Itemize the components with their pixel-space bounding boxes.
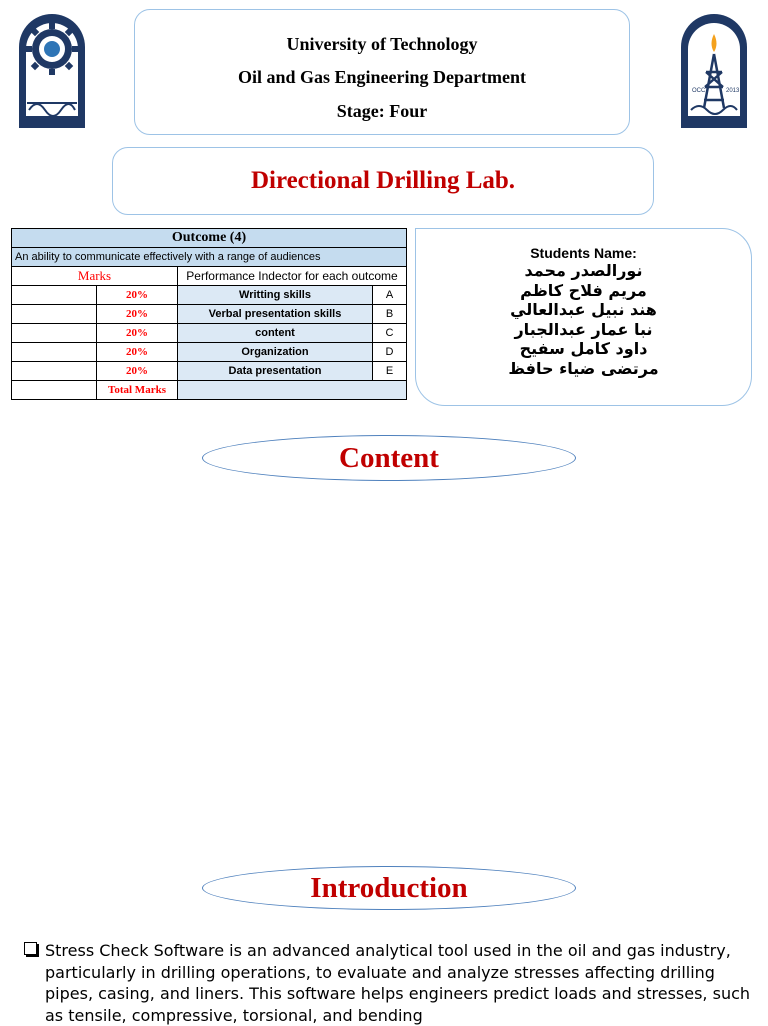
indicator-name: Writting skills (178, 286, 373, 305)
indicator-letter: A (373, 286, 407, 305)
introduction-heading (202, 866, 576, 910)
checkbox-bullet-icon (24, 942, 37, 955)
outcome-table (11, 228, 407, 400)
introduction-heading-text: Introduction (310, 872, 468, 904)
indicator-letter: D (373, 343, 407, 362)
indicator-header: Performance Indector for each outcome (178, 267, 407, 286)
table-row (12, 286, 407, 305)
student-name: نبا عمار عبدالجبار (514, 319, 653, 339)
student-name: مريم فلاح كاظم (520, 280, 647, 300)
score-cell[interactable] (12, 343, 97, 362)
total-score-cell[interactable] (12, 381, 97, 400)
outcome-description: An ability to communicate effectively with a range of audiences (12, 248, 407, 267)
indicator-name: Organization (178, 343, 373, 362)
lab-title-box (112, 147, 654, 215)
students-label: Students Name: (530, 245, 637, 261)
score-cell[interactable] (12, 324, 97, 343)
mark-weight: 20% (97, 286, 178, 305)
marks-header: Marks (12, 267, 178, 286)
indicator-name: Data presentation (178, 362, 373, 381)
score-cell[interactable] (12, 286, 97, 305)
student-name: داود كامل سفيح (519, 339, 648, 358)
content-heading (202, 435, 576, 481)
outcome-heading: Outcome (4) (12, 229, 407, 248)
mark-weight: 20% (97, 343, 178, 362)
students-box (415, 228, 752, 406)
score-cell[interactable] (12, 305, 97, 324)
gear-emblem-icon (17, 12, 87, 128)
intro-bullet (24, 940, 754, 1026)
indicator-letter: E (373, 362, 407, 381)
oil-derrick-emblem-icon (679, 12, 749, 128)
mark-weight: 20% (97, 324, 178, 343)
indicator-name: content (178, 324, 373, 343)
university-logo-right (679, 12, 749, 128)
stage-label: Stage: Four (336, 101, 428, 121)
table-row (12, 324, 407, 343)
table-row (12, 362, 407, 381)
logo-year-right: 2013 (726, 88, 740, 94)
total-marks-label: Total Marks (97, 381, 178, 400)
indicator-letter: B (373, 305, 407, 324)
student-name: نورالصدر محمد (524, 261, 643, 280)
indicator-letter: C (373, 324, 407, 343)
table-row (12, 343, 407, 362)
student-name: هند نبيل عبدالعالي (510, 300, 657, 319)
total-row (12, 381, 407, 400)
university-name: University of Technology (286, 34, 478, 54)
indicator-name: Verbal presentation skills (178, 305, 373, 324)
table-row (12, 305, 407, 324)
score-cell[interactable] (12, 362, 97, 381)
university-logo-left (17, 12, 87, 128)
header-box (134, 9, 630, 135)
logo-year-left: OCC (692, 88, 706, 94)
mark-weight: 20% (97, 305, 178, 324)
lab-title: Directional Drilling Lab. (250, 167, 516, 194)
total-value-cell[interactable] (178, 381, 407, 400)
intro-paragraph: Stress Check Software is an advanced analytical tool used in the oil and gas industry, particularly in drilling operations, to evaluate and analyze stresses affecting drilling pipes, casing, and liners. This software helps engineers predict loads and stresses, such as tensile, compressive, torsional, and bending (45, 941, 751, 1025)
content-heading-text: Content (339, 442, 439, 474)
department-name: Oil and Gas Engineering Department (237, 67, 526, 87)
mark-weight: 20% (97, 362, 178, 381)
student-name: مرتضى ضياء حافظ (508, 358, 659, 378)
